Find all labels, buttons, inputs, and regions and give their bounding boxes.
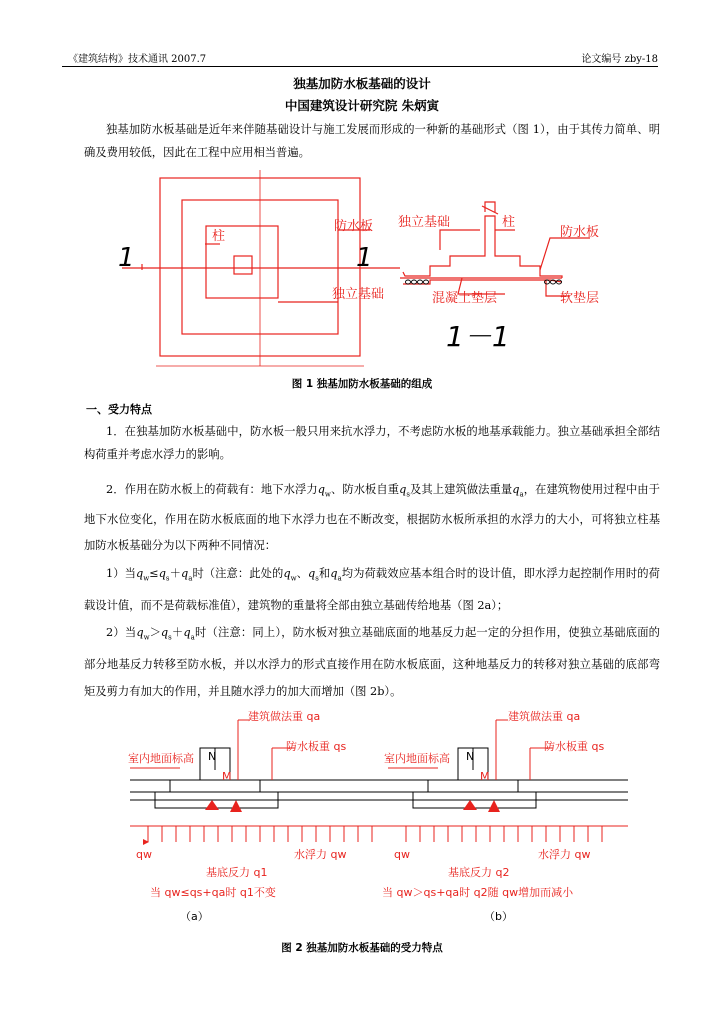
case-2-b: 时（注意：同上），防水板对独立基础底面的地基反力起一定的分担作用，使独立基础底面的部分地基反力转移至防水板，并以水浮力的形式直接作用在防水板底面，这种地基反力的转移对独立基础的底部弯矩及剪力有加大的作用，并且随水浮力的加大而增加（图 2b）。 — [84, 626, 660, 699]
sym-q: q — [158, 567, 166, 580]
sym-sub-a: a — [190, 633, 195, 642]
fig1-column — [234, 256, 252, 274]
header-rule — [62, 66, 658, 67]
case-1-a: 1）当 — [106, 567, 136, 580]
fig1-label-independent-foundation: 独立基础 — [332, 287, 385, 302]
fig2b-qw: qw — [394, 848, 410, 861]
sym-plus: ＋ — [169, 567, 181, 580]
fig2b-building-load: 建筑做法重 qa — [508, 710, 581, 723]
fig1-label-column: 柱 — [212, 229, 226, 244]
fig2b-floor-level: 室内地面标高 — [384, 752, 450, 765]
fig2b-condition: 当 qw＞qs+qa时 q2随 qw增加而减小 — [382, 886, 574, 899]
intro-paragraph: 独基加防水板基础是近年来伴随基础设计与施工发展而形成的一种新的基础形式（图 1），由于其传力简单、明确及费用较低，因此在工程中应用相当普遍。 — [84, 123, 660, 159]
sym-le: ≤ — [149, 567, 159, 580]
sym-sub-w: w — [290, 574, 297, 583]
case-1 — [84, 560, 660, 619]
case-1-c: 、 — [296, 567, 309, 580]
fig2a-sublabel: （a） — [180, 910, 209, 923]
sym-sub-s: s — [406, 490, 410, 499]
fig2a-reaction: 基底反力 q1 — [206, 866, 268, 879]
para-2-a: 2．作用在防水板上的荷载有：地下水浮力 — [106, 483, 318, 496]
case-1-d: 和 — [318, 567, 331, 580]
sym-q: q — [135, 567, 144, 580]
figure-2-caption: 图 2 独基加防水板基础的受力特点 — [281, 942, 443, 954]
sym-sub-s: s — [168, 633, 172, 642]
fig2a-M: M — [222, 770, 232, 783]
figure-1-diagram — [100, 170, 660, 370]
para-2 — [84, 477, 660, 559]
sym-q: q — [330, 567, 338, 580]
fig2b-buoyancy: 水浮力 qw — [538, 848, 591, 861]
sym-q: q — [283, 567, 291, 580]
para-2-d: ，在建筑物使用过程中由于地下水位变化，作用在防水板底面的地下水浮力也在不断改变，根据防水板所承担的水浮力的大小，可将独立柱基加防水板基础分为以下两种不同情况： — [84, 483, 660, 553]
sym-sub-a: a — [519, 490, 524, 499]
fig1-label-column2: 柱 — [502, 215, 516, 230]
paper-author: 中国建筑设计研究院 朱炳寅 — [284, 98, 440, 113]
sym-plus: ＋ — [171, 626, 184, 639]
fig2b-reaction: 基底反力 q2 — [448, 866, 510, 879]
fig2a-N: N — [208, 750, 217, 763]
header-journal: 《建筑结构》技术通讯 2007.7 — [68, 54, 207, 65]
fig2b-M: M — [480, 770, 490, 783]
sym-gt: ＞ — [149, 626, 161, 639]
sym-sub-w: w — [143, 574, 150, 583]
para-2-b: 、防水板自重 — [330, 483, 400, 496]
figure-2-diagram — [110, 700, 630, 930]
sym-sub-w: w — [324, 490, 331, 499]
sym-sub-w: w — [143, 633, 150, 642]
sym-q: q — [317, 483, 325, 496]
fig2-panel-b — [382, 709, 628, 923]
case-2-a: 2）当 — [106, 626, 137, 639]
sym-sub-s: s — [315, 574, 319, 583]
fig2a-qw: qw — [136, 848, 152, 861]
fig1-section-mark-right: 1 — [356, 243, 373, 273]
sym-q: q — [180, 567, 189, 580]
sym-q: q — [512, 483, 520, 496]
sym-sub-a: a — [337, 574, 342, 583]
case-1-e: 均为荷载效应基本组合时的设计值，即水浮力起控制作用时的荷载设计值，而不是荷载标准值），建筑物的重量将全部由独立基础传给地基（图 2a）； — [84, 567, 660, 613]
fig1-section-label: 1－1 — [446, 320, 510, 353]
sym-q: q — [183, 626, 191, 639]
figure-1-caption: 图 1 独基加防水板基础的组成 — [291, 378, 433, 390]
fig2a-building-load: 建筑做法重 qa — [248, 710, 321, 723]
sym-sub-s: s — [165, 574, 170, 583]
fig2-panel-a — [128, 709, 390, 923]
sym-q: q — [308, 567, 316, 580]
fig2b-board-weight: 防水板重 qs — [544, 740, 605, 753]
header-paper-id: 论文编号 zby-18 — [581, 54, 658, 65]
fig2b-N: N — [466, 750, 475, 763]
fig2a-buoyancy: 水浮力 qw — [294, 848, 347, 861]
sym-q: q — [160, 626, 169, 639]
fig2b-sublabel: （b） — [484, 910, 513, 923]
fig1-label-concrete-cushion: 混凝土垫层 — [432, 291, 498, 306]
sym-q: q — [399, 483, 407, 496]
fig2a-board-weight: 防水板重 qs — [286, 740, 347, 753]
fig1-label-waterproof-board: 防水板 — [334, 219, 374, 234]
sym-q: q — [136, 626, 144, 639]
para-2-c: 及其上建筑做法重量 — [409, 483, 513, 496]
paper-title: 独基加防水板基础的设计 — [293, 76, 431, 91]
fig2a-floor-level: 室内地面标高 — [128, 752, 194, 765]
case-1-b: 时（注意：此处的 — [192, 567, 284, 580]
fig1-label-waterproof-board2: 防水板 — [560, 225, 600, 240]
para-1: 1．在独基加防水板基础中，防水板一般只用来抗水浮力，不考虑防水板的地基承载能力。独立基础承担全部结构荷重并考虑水浮力的影响。 — [84, 425, 660, 461]
fig2a-condition: 当 qw≤qs+qa时 q1不变 — [150, 886, 276, 899]
sym-sub-a: a — [188, 574, 193, 583]
fig1-label-soft-cushion: 软垫层 — [560, 291, 600, 306]
fig1-label-iso-foundation: 独立基础 — [398, 215, 451, 230]
fig1-section-mark-left: 1 — [118, 243, 135, 273]
case-2 — [84, 619, 660, 705]
section-heading: 一、受力特点 — [86, 403, 152, 416]
